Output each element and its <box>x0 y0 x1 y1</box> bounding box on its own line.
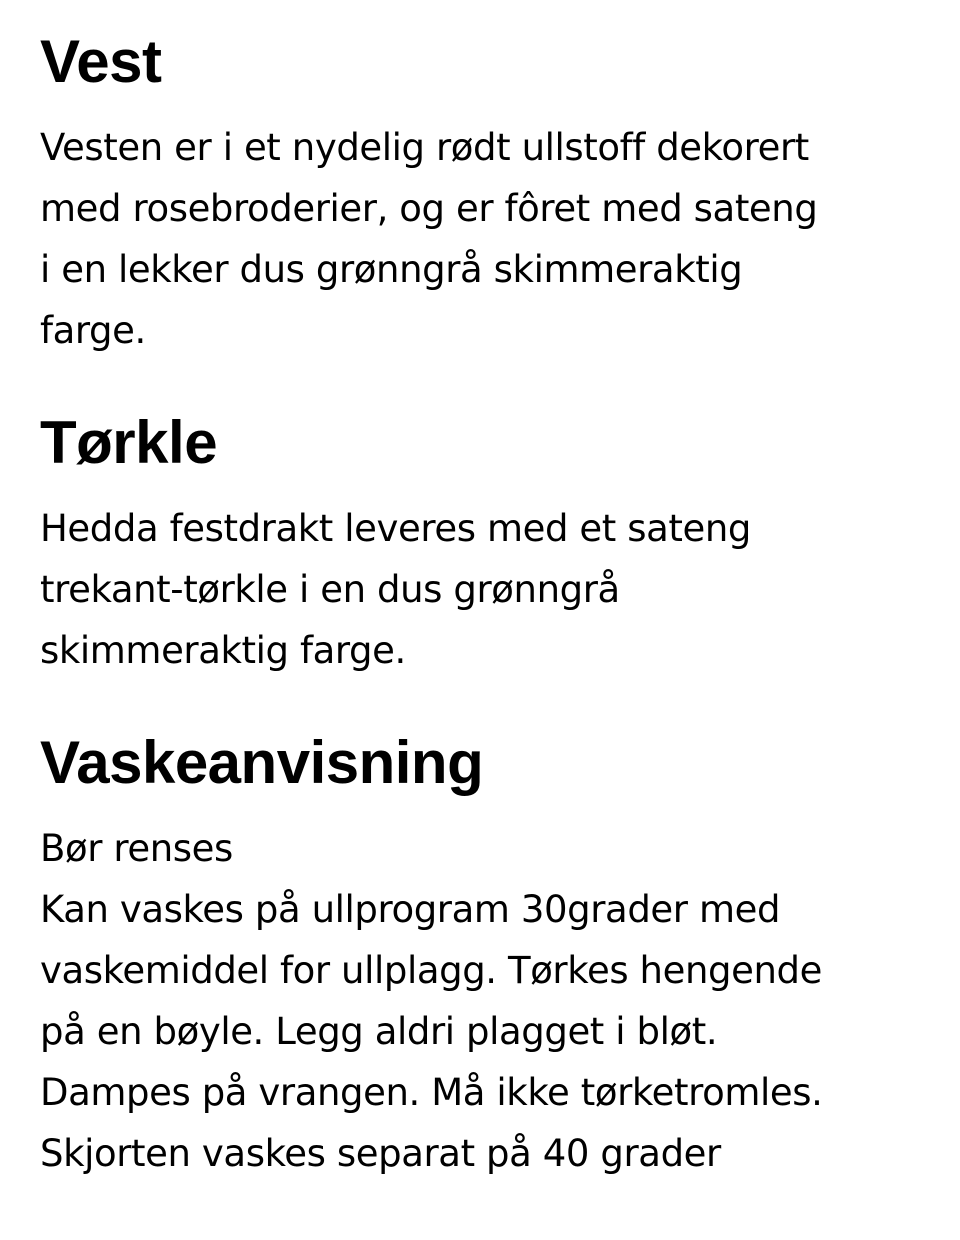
text-line: Hedda festdrakt leveres med et sateng <box>40 507 751 550</box>
section-heading-torkle: Tørkle <box>40 409 218 476</box>
text-line: Skjorten vaskes separat på 40 grader <box>40 1132 721 1175</box>
text-line: trekant-tørkle i en dus grønngrå <box>40 568 620 611</box>
text-line: med rosebroderier, og er fôret med sateng <box>40 187 818 230</box>
text-line: i en lekker dus grønngrå skimmeraktig <box>40 248 743 291</box>
text-line: Dampes på vrangen. Må ikke tørketromles. <box>40 1071 823 1114</box>
section-text-vaskeanvisning <box>40 818 822 1184</box>
section-text-torkle <box>40 498 751 681</box>
section-heading-vest: Vest <box>40 28 162 95</box>
text-line: farge. <box>40 309 146 352</box>
section-heading-vaskeanvisning: Vaskeanvisning <box>40 729 484 796</box>
text-line: Vesten er i et nydelig rødt ullstoff dekorert <box>40 126 809 169</box>
text-line: Bør renses <box>40 827 233 870</box>
text-line: vaskemiddel for ullplagg. Tørkes hengende <box>40 949 822 992</box>
text-line: skimmeraktig farge. <box>40 629 406 672</box>
text-line: på en bøyle. Legg aldri plagget i bløt. <box>40 1010 718 1053</box>
section-text-vest <box>40 117 817 361</box>
text-line: Kan vaskes på ullprogram 30grader med <box>40 888 781 931</box>
